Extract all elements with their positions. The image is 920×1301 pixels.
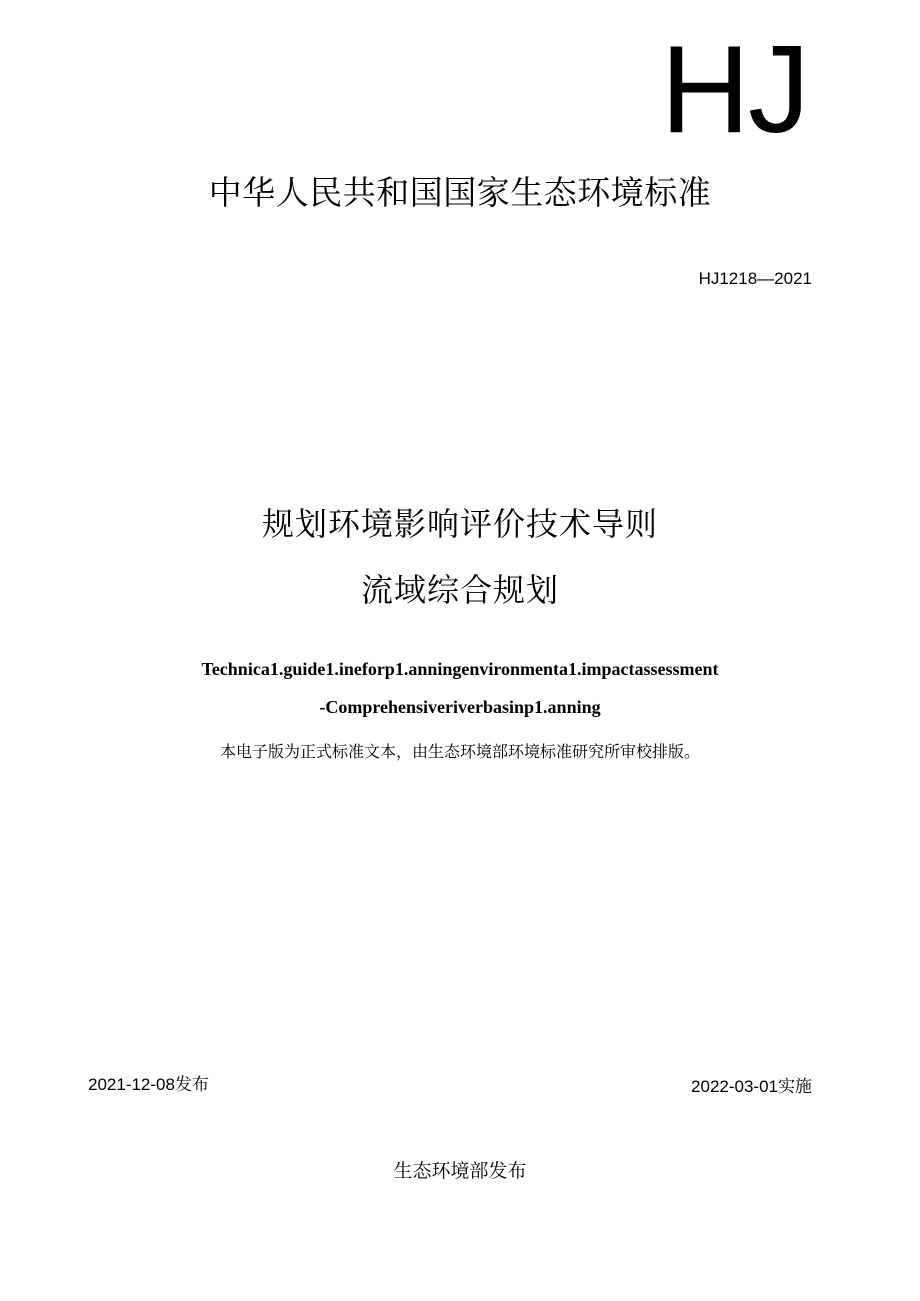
english-title-line-1: Technica1.guide1.ineforp1.anningenvironmenta1.impactassessment — [201, 659, 719, 679]
document-main-title: 规划环境影响评价技术导则 — [261, 505, 658, 543]
national-standard-title: 中华人民共和国国家生态环境标准 — [208, 173, 712, 212]
english-title-line-2: -Comprehensiveriverbasinp1.anning — [319, 697, 601, 717]
issue-date: 2021-12-08发布 — [88, 1075, 209, 1094]
effective-date: 2022-03-01实施 — [691, 1077, 812, 1096]
edition-note: 本电子版为正式标准文本，由生态环境部环境标准研究所审校排版。 — [219, 742, 700, 761]
standard-number: HJ1218—2021 — [698, 269, 812, 288]
standard-logo: HJ — [660, 21, 808, 159]
document-sub-title: 流域综合规划 — [360, 571, 559, 609]
publisher: 生态环境部发布 — [393, 1160, 527, 1182]
